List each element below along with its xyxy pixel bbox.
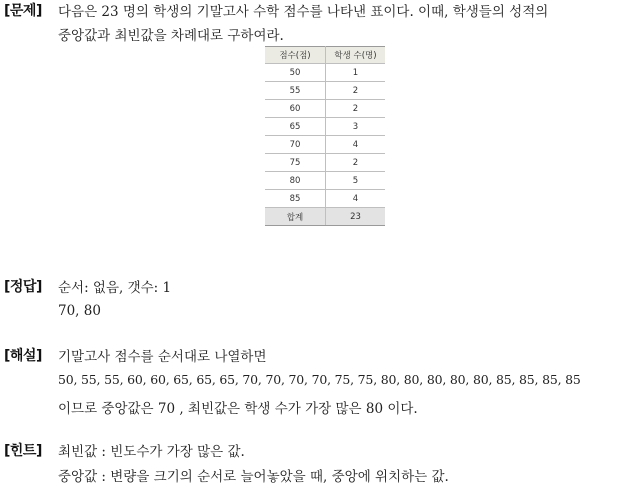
answer-line-2: 70, 80 (58, 303, 101, 319)
student-count-cell: 1 (326, 64, 386, 82)
score-table-row (265, 154, 385, 172)
score-cell: 80 (265, 172, 326, 190)
hint-line-2: 중앙값 : 변량을 크기의 순서로 늘어놓았을 때, 중앙에 위치하는 값. (58, 469, 449, 485)
hint-line-1: 최빈값 : 빈도수가 가장 많은 값. (58, 444, 245, 460)
score-table-total-row (265, 208, 385, 226)
score-cell: 65 (265, 118, 326, 136)
score-cell: 70 (265, 136, 326, 154)
score-cell: 75 (265, 154, 326, 172)
score-table-row (265, 172, 385, 190)
score-cell: 85 (265, 190, 326, 208)
score-cell: 55 (265, 82, 326, 100)
score-cell: 50 (265, 64, 326, 82)
score-table (265, 46, 385, 226)
student-count-cell: 3 (326, 118, 386, 136)
student-count-cell: 2 (326, 154, 386, 172)
problem-text-line-2: 중앙값과 최빈값을 차례대로 구하여라. (58, 28, 284, 44)
header-score: 점수(점) (265, 47, 326, 64)
score-cell: 60 (265, 100, 326, 118)
problem-tag: [문제] (4, 3, 42, 19)
score-table-row (265, 136, 385, 154)
score-table-row (265, 118, 385, 136)
total-label-cell: 합계 (265, 208, 326, 226)
score-table-row (265, 190, 385, 208)
score-table-row (265, 82, 385, 100)
explanation-line-3: 이므로 중앙값은 70 , 최빈값은 학생 수가 가장 많은 80 이다. (58, 401, 418, 417)
score-table-body (265, 64, 385, 226)
score-table-row (265, 100, 385, 118)
problem-text-line-1: 다음은 23 명의 학생의 기말고사 수학 점수를 나타낸 표이다. 이때, 학생들의 성적의 (58, 4, 549, 20)
total-value-cell: 23 (326, 208, 386, 226)
score-table-header-row (265, 47, 385, 64)
score-table-row (265, 64, 385, 82)
student-count-cell: 2 (326, 82, 386, 100)
answer-tag: [정답] (4, 279, 42, 295)
student-count-cell: 4 (326, 190, 386, 208)
explanation-line-1: 기말고사 점수를 순서대로 나열하면 (58, 349, 267, 365)
answer-line-1: 순서: 없음, 갯수: 1 (58, 280, 172, 296)
hint-tag: [힌트] (4, 443, 42, 459)
header-students: 학생 수(명) (326, 47, 386, 64)
student-count-cell: 5 (326, 172, 386, 190)
student-count-cell: 2 (326, 100, 386, 118)
explanation-tag: [해설] (4, 348, 42, 364)
explanation-line-2: 50, 55, 55, 60, 60, 65, 65, 65, 70, 70, 70, 70, 75, 75, 80, 80, 80, 80, 80, 85, 85, 85, 85 (58, 372, 581, 387)
student-count-cell: 4 (326, 136, 386, 154)
